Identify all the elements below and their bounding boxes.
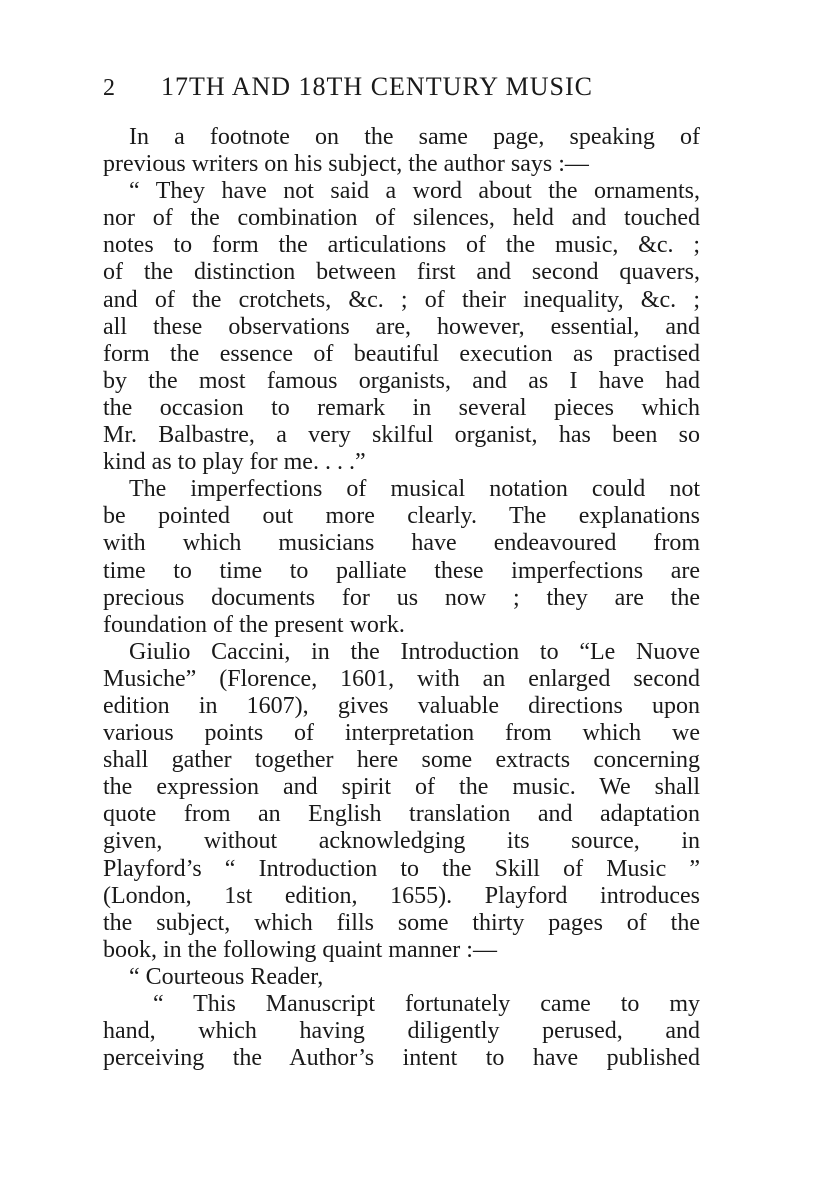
text-line: various points of interpretation from which we	[103, 720, 700, 747]
text-line: “ They have not said a word about the ornaments,	[129, 178, 700, 205]
text-line: nor of the combination of silences, held and touched	[103, 205, 700, 232]
text-line: (London, 1st edition, 1655). Playford introduces	[103, 882, 700, 909]
page-number: 2	[103, 75, 116, 101]
text-line: book, in the following quaint manner :—	[103, 936, 497, 963]
text-line: kind as to play for me. . . .”	[103, 449, 366, 476]
text-line: the expression and spirit of the music. We shall	[103, 774, 700, 801]
text-line: precious documents for us now ; they are the	[103, 584, 700, 611]
text-line: given, without acknowledging its source, in	[103, 828, 700, 855]
text-line: Giulio Caccini, in the Introduction to “Le Nuove	[129, 638, 700, 665]
text-line: form the essence of beautiful execution as practised	[103, 340, 700, 367]
text-line: the occasion to remark in several pieces which	[103, 394, 700, 421]
text-line: and of the crotchets, &c. ; of their inequality, &c. ;	[103, 286, 700, 313]
text-line: hand, which having diligently perused, and	[103, 1018, 700, 1045]
text-line: of the distinction between first and second quavers,	[103, 259, 700, 286]
text-line: Playford’s “ Introduction to the Skill of Music ”	[103, 855, 700, 882]
text-line: edition in 1607), gives valuable directions upon	[103, 692, 700, 719]
text-line: previous writers on his subject, the author says :—	[103, 151, 589, 178]
text-line: be pointed out more clearly. The explanations	[103, 503, 700, 530]
text-line: foundation of the present work.	[103, 611, 405, 638]
text-line: time to time to palliate these imperfections are	[103, 557, 700, 584]
text-line: The imperfections of musical notation could not	[129, 476, 700, 503]
text-line: the subject, which fills some thirty pages of the	[103, 909, 700, 936]
text-line: notes to form the articulations of the music, &c. ;	[103, 232, 700, 259]
text-line: “ Courteous Reader,	[129, 963, 324, 990]
text-line: “ This Manuscript fortunately came to my	[153, 991, 700, 1017]
text-line: all these observations are, however, essential, and	[103, 313, 700, 340]
text-line: by the most famous organists, and as I have had	[103, 367, 700, 394]
text-line: shall gather together here some extracts concerning	[103, 747, 700, 774]
text-line: In a footnote on the same page, speaking of	[129, 124, 700, 150]
text-line: Musiche” (Florence, 1601, with an enlarged second	[103, 665, 700, 692]
text-line: perceiving the Author’s intent to have published	[103, 1045, 700, 1072]
text-line: with which musicians have endeavoured from	[103, 530, 700, 557]
text-line: Mr. Balbastre, a very skilful organist, has been so	[103, 422, 700, 449]
body-text	[103, 124, 700, 1072]
running-title: 17TH AND 18TH CENTURY MUSIC	[161, 72, 593, 101]
running-head	[103, 72, 700, 112]
text-line: quote from an English translation and adaptation	[103, 801, 700, 828]
book-page	[103, 72, 700, 1072]
